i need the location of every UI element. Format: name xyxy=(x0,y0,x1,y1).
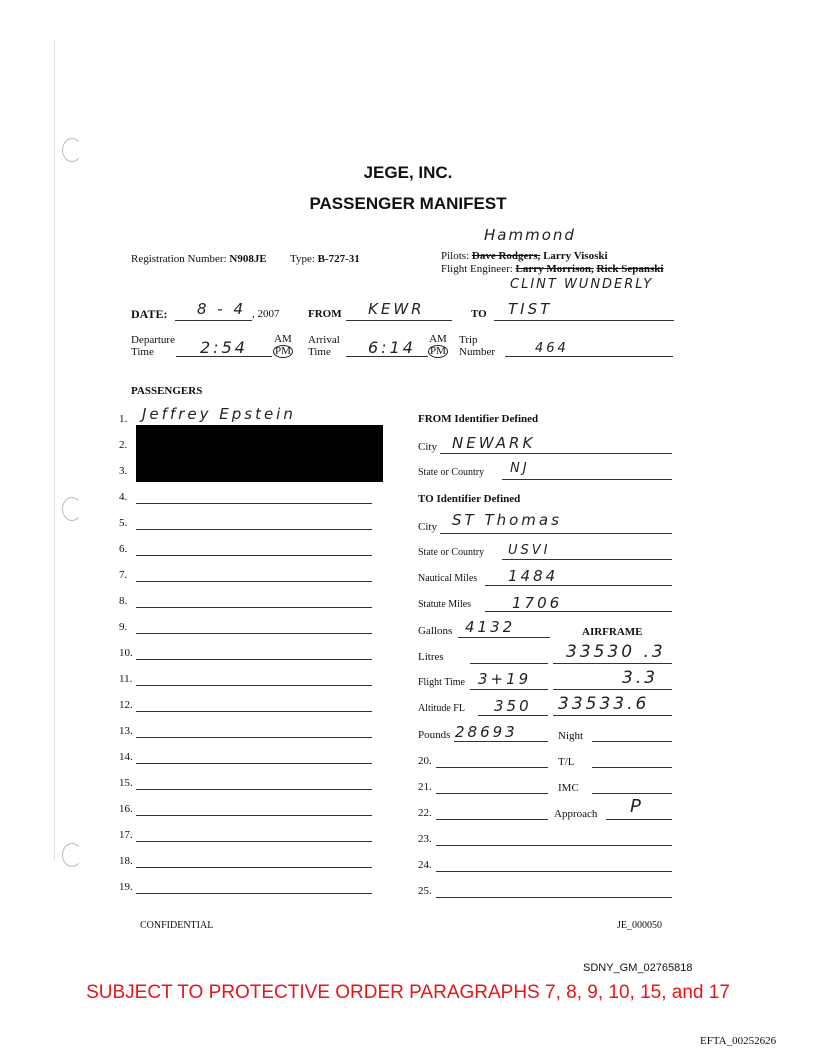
registration-label: Registration Number: xyxy=(131,253,227,265)
engineer-label: Flight Engineer: xyxy=(441,263,513,275)
from-label: FROM xyxy=(308,308,342,320)
pilots-block xyxy=(441,250,608,262)
gallons-value: 4132 xyxy=(465,618,516,636)
row-25-label: 25. xyxy=(418,885,432,897)
airframe-line-2 xyxy=(553,689,672,690)
imc-label: IMC xyxy=(558,782,579,794)
pilot-struck: Dave Rodgers, xyxy=(471,250,541,262)
trip-label-1: Trip xyxy=(459,334,478,346)
passenger-number-8: 8. xyxy=(119,595,128,607)
nautical-line xyxy=(485,585,672,586)
passenger-line-19 xyxy=(136,893,372,894)
engineer-block xyxy=(441,263,663,275)
arrival-pm: PM xyxy=(430,345,446,357)
pounds-label: Pounds xyxy=(418,729,451,741)
departure-pm: PM xyxy=(275,345,291,357)
to-value: TIST xyxy=(508,300,553,318)
flight-time-label: Flight Time xyxy=(418,677,465,688)
passenger-line-5 xyxy=(136,529,372,530)
from-identifier-heading: FROM Identifier Defined xyxy=(418,413,539,425)
to-city-line xyxy=(440,533,672,534)
departure-label xyxy=(131,334,175,358)
flight-time-line xyxy=(470,689,548,690)
protective-order-notice: SUBJECT TO PROTECTIVE ORDER PARAGRAPHS 7, 8, 9, 10, 15, and 17 xyxy=(86,982,730,1003)
passenger-number-3: 3. xyxy=(119,465,128,477)
type-block xyxy=(290,253,360,265)
redaction-box xyxy=(136,425,383,482)
trip-value: 464 xyxy=(535,341,569,356)
trip-line xyxy=(505,356,673,357)
from-state-line xyxy=(502,479,672,480)
passenger-number-4: 4. xyxy=(119,491,128,503)
passenger-line-12 xyxy=(136,711,372,712)
engineer-struck-1: Larry Morrison, xyxy=(515,263,594,275)
pilot-2: Larry Visoski xyxy=(543,250,608,262)
passenger-line-6 xyxy=(136,555,372,556)
passenger-number-7: 7. xyxy=(119,569,128,581)
from-city-line xyxy=(440,453,672,454)
company-title: JEGE, INC. xyxy=(363,163,453,182)
approach-line xyxy=(606,819,672,820)
document-title: PASSENGER MANIFEST xyxy=(309,194,507,213)
imc-line xyxy=(592,793,672,794)
passenger-number-13: 13. xyxy=(119,725,133,737)
altitude-line xyxy=(478,715,548,716)
departure-label-1: Departure xyxy=(131,334,175,346)
arrival-label xyxy=(308,334,340,358)
row-22-label: 22. xyxy=(418,807,432,819)
departure-value: 2:54 xyxy=(200,338,248,357)
date-label: DATE: xyxy=(131,307,168,321)
passenger-number-19: 19. xyxy=(119,881,133,893)
to-state-value: USVI xyxy=(508,543,551,558)
pilot-handwritten: Hammond xyxy=(484,226,576,244)
passenger-line-13 xyxy=(136,737,372,738)
passenger-number-1: 1. xyxy=(119,413,128,425)
passenger-number-12: 12. xyxy=(119,699,133,711)
statute-value: 1706 xyxy=(512,594,563,612)
nautical-label: Nautical Miles xyxy=(418,573,478,584)
airframe-line-1 xyxy=(553,663,672,664)
airframe-value-3: 33533.6 xyxy=(558,694,650,714)
to-state-line xyxy=(502,559,672,560)
bates-number: SDNY_GM_02765818 xyxy=(583,962,693,974)
date-year: , 2007 xyxy=(252,308,280,320)
altitude-value: 350 xyxy=(494,697,532,715)
type-label: Type: xyxy=(290,253,315,265)
row-21-label: 21. xyxy=(418,781,432,793)
arrival-label-1: Arrival xyxy=(308,334,340,346)
passenger-number-16: 16. xyxy=(119,803,133,815)
binder-hole-middle xyxy=(62,497,82,521)
approach-value: P xyxy=(630,796,644,817)
passenger-number-5: 5. xyxy=(119,517,128,529)
row-25-line xyxy=(436,897,672,898)
passenger-name-1: Jeffrey Epstein xyxy=(142,405,296,423)
registration-value: N908JE xyxy=(229,253,267,265)
row-23-label: 23. xyxy=(418,833,432,845)
arrival-am: AM xyxy=(429,333,447,345)
from-state-label: State or Country xyxy=(418,467,485,478)
passenger-number-2: 2. xyxy=(119,439,128,451)
tl-line xyxy=(592,767,672,768)
date-line xyxy=(175,320,252,321)
passenger-number-18: 18. xyxy=(119,855,133,867)
passenger-line-7 xyxy=(136,581,372,582)
passenger-number-14: 14. xyxy=(119,751,133,763)
row-22-line xyxy=(436,819,548,820)
to-city-label: City xyxy=(418,521,437,533)
date-value: 8 - 4 xyxy=(197,300,247,318)
row-24-label: 24. xyxy=(418,859,432,871)
nautical-value: 1484 xyxy=(508,567,559,585)
trip-label xyxy=(459,334,495,358)
arrival-label-2: Time xyxy=(308,346,331,358)
passenger-number-15: 15. xyxy=(119,777,133,789)
to-city-value: ST Thomas xyxy=(452,511,562,529)
altitude-label: Altitude FL xyxy=(418,703,465,714)
passenger-line-8 xyxy=(136,607,372,608)
type-value: B-727-31 xyxy=(317,253,360,265)
gallons-line xyxy=(458,637,550,638)
passenger-line-11 xyxy=(136,685,372,686)
airframe-heading: AIRFRAME xyxy=(582,626,643,638)
row-20-line xyxy=(436,767,548,768)
pilots-label: Pilots: xyxy=(441,250,470,262)
passenger-number-9: 9. xyxy=(119,621,128,633)
passenger-number-10: 10. xyxy=(119,647,133,659)
passenger-line-16 xyxy=(136,815,372,816)
passenger-line-15 xyxy=(136,789,372,790)
from-line xyxy=(346,320,452,321)
passenger-number-17: 17. xyxy=(119,829,133,841)
passenger-number-6: 6. xyxy=(119,543,128,555)
binder-hole-top xyxy=(62,138,82,162)
litres-line xyxy=(470,663,548,664)
airframe-line-3 xyxy=(553,715,672,716)
departure-am: AM xyxy=(274,333,292,345)
passenger-line-10 xyxy=(136,659,372,660)
passenger-number-11: 11. xyxy=(119,673,133,685)
row-24-line xyxy=(436,871,672,872)
approach-label: Approach xyxy=(554,808,598,820)
gallons-label: Gallons xyxy=(418,625,453,637)
document-id: JE_000050 xyxy=(617,920,662,931)
binder-hole-bottom xyxy=(62,843,82,867)
pounds-line xyxy=(454,741,548,742)
arrival-ampm xyxy=(428,333,448,358)
pounds-value: 28693 xyxy=(455,723,518,741)
tl-label: T/L xyxy=(558,756,575,768)
passenger-line-14 xyxy=(136,763,372,764)
arrival-value: 6:14 xyxy=(368,338,416,357)
efta-number: EFTA_00252626 xyxy=(700,1035,777,1047)
night-line xyxy=(592,741,672,742)
airframe-value-2: 3.3 xyxy=(622,668,659,688)
to-state-label: State or Country xyxy=(418,547,485,558)
registration-block xyxy=(131,253,267,265)
passenger-line-9 xyxy=(136,633,372,634)
from-city-label: City xyxy=(418,441,437,453)
row-20-label: 20. xyxy=(418,755,432,767)
airframe-value-1: 33530 .3 xyxy=(566,642,666,662)
flight-time-value: 3+19 xyxy=(478,670,532,688)
statute-label: Statute Miles xyxy=(418,599,472,610)
passenger-line-4 xyxy=(136,503,372,504)
night-label: Night xyxy=(558,730,584,742)
passengers-heading: PASSENGERS xyxy=(131,385,203,397)
passenger-line-17 xyxy=(136,841,372,842)
departure-ampm xyxy=(273,333,293,358)
trip-label-2: Number xyxy=(459,346,496,358)
engineer-struck-2: Rick Sepanski xyxy=(596,263,664,275)
from-state-value: NJ xyxy=(510,461,530,476)
to-identifier-heading: TO Identifier Defined xyxy=(418,493,521,505)
from-city-value: NEWARK xyxy=(452,434,536,452)
engineer-handwritten: CLINT WUNDERLY xyxy=(510,277,654,292)
litres-label: Litres xyxy=(418,651,444,663)
departure-label-2: Time xyxy=(131,346,154,358)
confidential-label: CONFIDENTIAL xyxy=(140,920,214,931)
from-value: KEWR xyxy=(368,300,425,318)
row-23-line xyxy=(436,845,672,846)
passenger-line-18 xyxy=(136,867,372,868)
to-label: TO xyxy=(471,308,487,320)
row-21-line xyxy=(436,793,548,794)
to-line xyxy=(494,320,674,321)
